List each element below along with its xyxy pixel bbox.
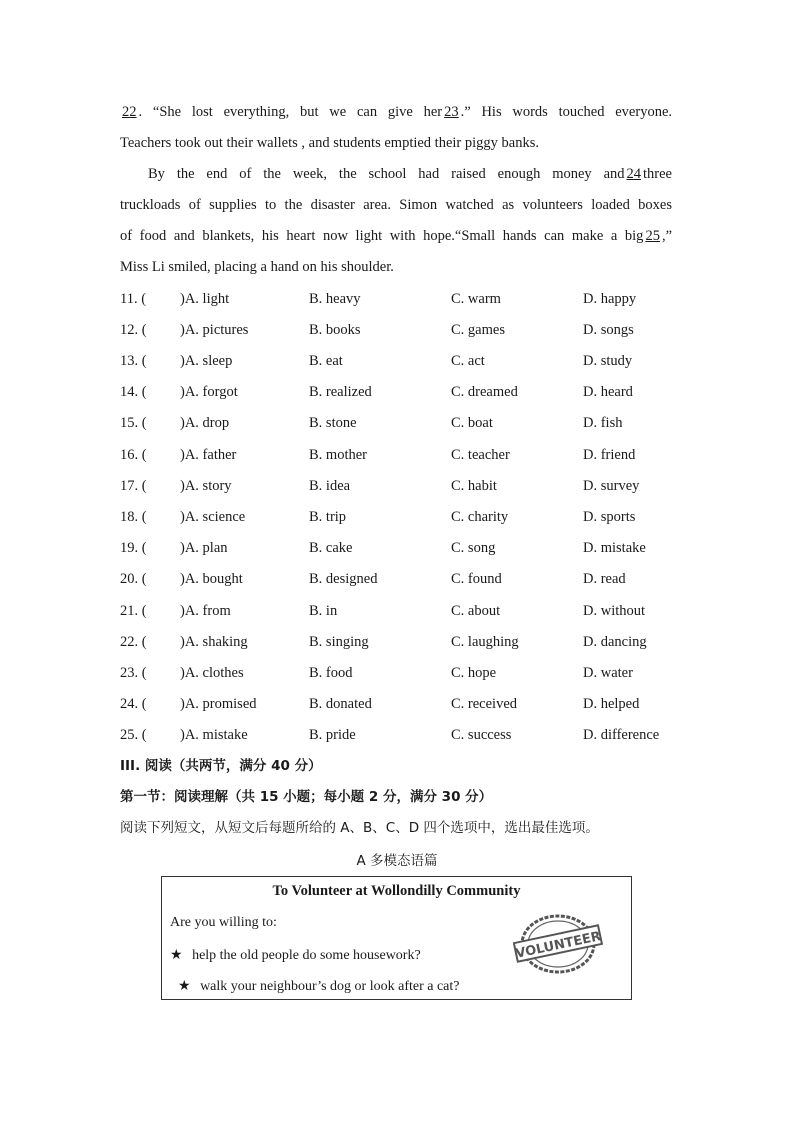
option-d: D. water bbox=[583, 665, 633, 681]
option-a: )A. plan bbox=[180, 540, 228, 556]
option-b: B. trip bbox=[309, 509, 347, 525]
ad-item-text: walk your neighbour’s dog or look after a cat? bbox=[200, 979, 460, 994]
passage-line: Teachers took out their wallets , and students emptied their piggy banks. bbox=[120, 135, 539, 151]
passage-paragraph-2 bbox=[120, 159, 672, 283]
passage-text: ,” bbox=[661, 228, 672, 244]
question-row bbox=[120, 377, 680, 408]
passage-line: Miss Li smiled, placing a hand on his shoulder. bbox=[120, 259, 394, 275]
option-a: )A. pictures bbox=[180, 322, 249, 338]
passage-line bbox=[120, 97, 672, 128]
question-row bbox=[120, 596, 680, 627]
stamp-text: VOLUNTEER bbox=[514, 929, 603, 962]
option-d: D. difference bbox=[583, 727, 660, 743]
option-c: C. habit bbox=[451, 478, 497, 494]
option-c: C. received bbox=[451, 696, 518, 712]
question-row bbox=[120, 502, 680, 533]
option-b: B. designed bbox=[309, 571, 378, 587]
question-number: 14. ( bbox=[120, 384, 147, 400]
option-c: C. teacher bbox=[451, 447, 510, 463]
ad-item bbox=[178, 978, 460, 995]
passage-paragraph-1 bbox=[120, 97, 672, 159]
option-d: D. study bbox=[583, 353, 633, 369]
option-b: B. stone bbox=[309, 415, 357, 431]
question-row bbox=[120, 564, 680, 595]
passage-text: By the end of the week, the school had raised enough money and bbox=[148, 166, 625, 182]
option-d: D. mistake bbox=[583, 540, 646, 556]
question-row bbox=[120, 315, 680, 346]
question-number: 19. ( bbox=[120, 540, 147, 556]
option-d: D. survey bbox=[583, 478, 640, 494]
option-a: )A. light bbox=[180, 291, 230, 307]
question-number: 24. ( bbox=[120, 696, 147, 712]
star-icon: ★ bbox=[178, 979, 191, 994]
option-d: D. without bbox=[583, 603, 646, 619]
option-b: B. eat bbox=[309, 353, 343, 369]
ad-item-text: help the old people do some housework? bbox=[192, 948, 421, 963]
option-b: B. realized bbox=[309, 384, 372, 400]
option-a: )A. father bbox=[180, 447, 237, 463]
option-c: C. boat bbox=[451, 415, 493, 431]
option-d: D. songs bbox=[583, 322, 634, 338]
option-a: )A. clothes bbox=[180, 665, 244, 681]
option-c: C. games bbox=[451, 322, 505, 338]
option-d: D. happy bbox=[583, 291, 637, 307]
option-a: )A. sleep bbox=[180, 353, 233, 369]
option-b: B. singing bbox=[309, 634, 369, 650]
question-row bbox=[120, 720, 680, 751]
question-row bbox=[120, 346, 680, 377]
part-heading: 第一节：阅读理解（共 15 小题；每小题 2 分，满分 30 分） bbox=[120, 789, 493, 805]
option-d: D. sports bbox=[583, 509, 636, 525]
question-number: 12. ( bbox=[120, 322, 147, 338]
option-c: C. success bbox=[451, 727, 512, 743]
option-c: C. hope bbox=[451, 665, 497, 681]
blank-24: 24 bbox=[626, 166, 642, 182]
option-b: B. in bbox=[309, 603, 338, 619]
question-row bbox=[120, 471, 680, 502]
passage-text: . “She lost everything, but we can give her bbox=[138, 104, 443, 120]
option-c: C. laughing bbox=[451, 634, 519, 650]
question-row bbox=[120, 627, 680, 658]
blank-22: 22 bbox=[122, 104, 137, 120]
question-number: 16. ( bbox=[120, 447, 147, 463]
option-a: )A. promised bbox=[180, 696, 257, 712]
option-a: )A. forgot bbox=[180, 384, 238, 400]
question-number: 20. ( bbox=[120, 571, 147, 587]
question-number: 17. ( bbox=[120, 478, 147, 494]
question-row bbox=[120, 284, 680, 315]
option-b: B. food bbox=[309, 665, 353, 681]
option-d: D. dancing bbox=[583, 634, 647, 650]
question-row bbox=[120, 689, 680, 720]
volunteer-stamp-icon bbox=[513, 913, 603, 975]
option-d: D. helped bbox=[583, 696, 640, 712]
option-a: )A. from bbox=[180, 603, 231, 619]
option-d: D. friend bbox=[583, 447, 636, 463]
question-row bbox=[120, 658, 680, 689]
star-icon: ★ bbox=[170, 948, 183, 963]
question-row bbox=[120, 440, 680, 471]
ad-item bbox=[170, 947, 421, 964]
passage-line: truckloads of supplies to the disaster area. Simon watched as volunteers loaded boxes bbox=[120, 197, 672, 213]
option-d: D. fish bbox=[583, 415, 623, 431]
blank-25: 25 bbox=[645, 228, 660, 244]
option-c: C. dreamed bbox=[451, 384, 518, 400]
option-b: B. mother bbox=[309, 447, 367, 463]
option-c: C. warm bbox=[451, 291, 501, 307]
option-c: C. act bbox=[451, 353, 485, 369]
passage-a-title: A 多模态语篇 bbox=[356, 853, 438, 869]
option-b: B. pride bbox=[309, 727, 356, 743]
passage-line bbox=[120, 221, 672, 252]
option-b: B. cake bbox=[309, 540, 353, 556]
option-d: D. read bbox=[583, 571, 626, 587]
option-a: )A. shaking bbox=[180, 634, 248, 650]
question-number: 15. ( bbox=[120, 415, 147, 431]
passage-line bbox=[120, 159, 672, 190]
option-d: D. heard bbox=[583, 384, 633, 400]
question-number: 11. ( bbox=[120, 291, 147, 307]
passage-text: three bbox=[643, 166, 672, 182]
option-c: C. found bbox=[451, 571, 502, 587]
option-a: )A. mistake bbox=[180, 727, 248, 743]
option-c: C. charity bbox=[451, 509, 509, 525]
option-b: B. idea bbox=[309, 478, 351, 494]
question-row bbox=[120, 533, 680, 564]
option-c: C. about bbox=[451, 603, 501, 619]
volunteer-ad-box bbox=[161, 876, 632, 1000]
option-a: )A. bought bbox=[180, 571, 243, 587]
blank-23: 23 bbox=[444, 104, 459, 120]
question-number: 18. ( bbox=[120, 509, 147, 525]
question-number: 23. ( bbox=[120, 665, 147, 681]
question-number: 22. ( bbox=[120, 634, 147, 650]
question-number: 13. ( bbox=[120, 353, 147, 369]
ad-intro: Are you willing to: bbox=[170, 915, 277, 930]
option-a: )A. science bbox=[180, 509, 246, 525]
ad-title: To Volunteer at Wollondilly Community bbox=[272, 883, 521, 899]
option-c: C. song bbox=[451, 540, 496, 556]
option-a: )A. story bbox=[180, 478, 232, 494]
option-a: )A. drop bbox=[180, 415, 230, 431]
question-number: 21. ( bbox=[120, 603, 147, 619]
section-heading: III. 阅读（共两节，满分 40 分） bbox=[120, 758, 322, 774]
option-b: B. donated bbox=[309, 696, 372, 712]
passage-text: of food and blankets, his heart now light with hope.“Small hands can make a big bbox=[120, 228, 644, 244]
question-row bbox=[120, 408, 680, 439]
question-number: 25. ( bbox=[120, 727, 147, 743]
instruction-text: 阅读下列短文，从短文后每题所给的 A、B、C、D 四个选项中，选出最佳选项。 bbox=[120, 820, 599, 836]
option-b: B. books bbox=[309, 322, 361, 338]
option-b: B. heavy bbox=[309, 291, 361, 307]
passage-text: .” His words touched everyone. bbox=[460, 104, 673, 120]
